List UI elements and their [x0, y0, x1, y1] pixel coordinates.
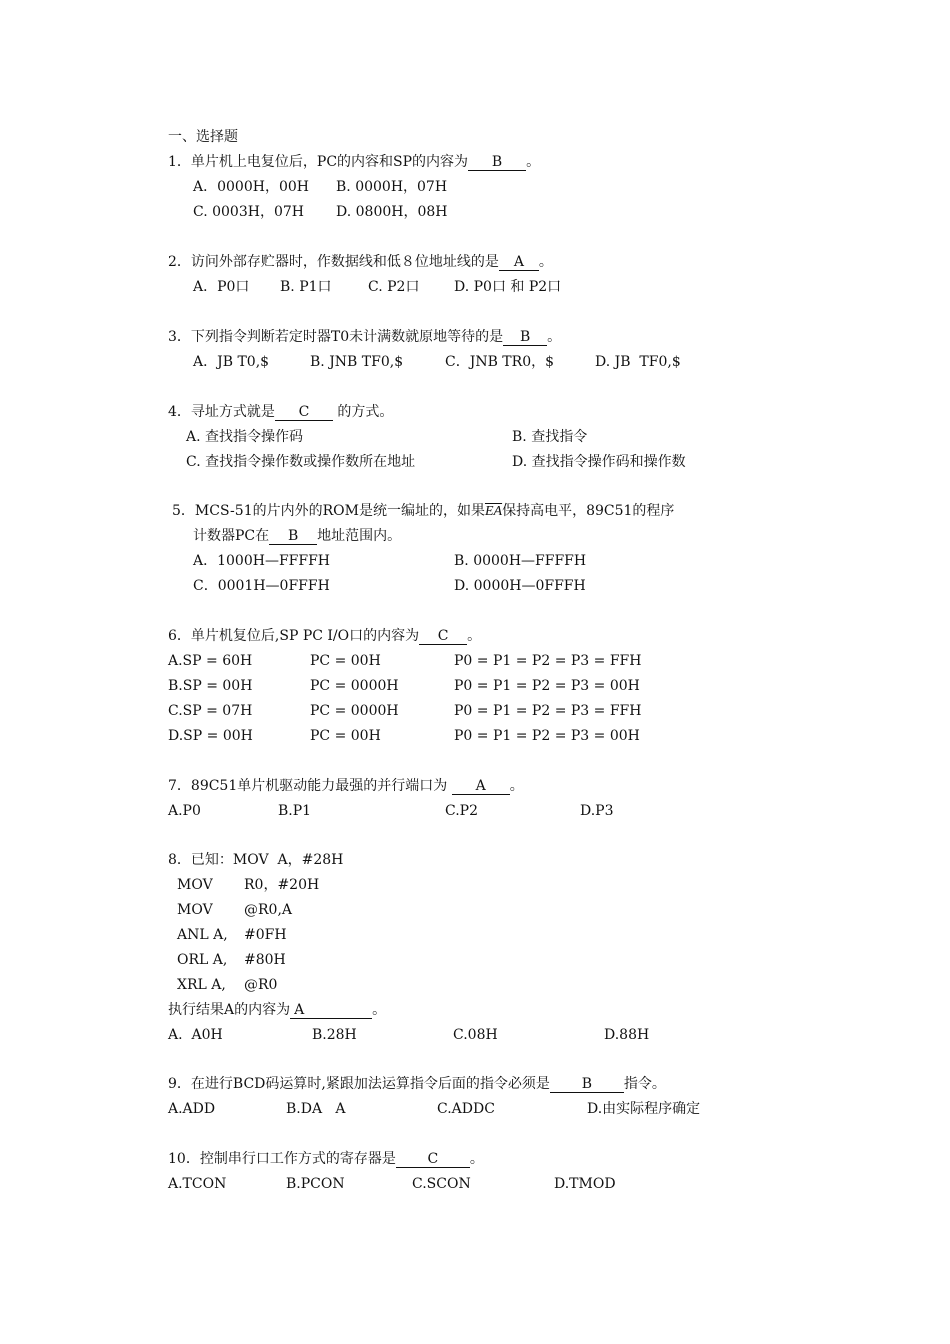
- question-5-stem: [172, 502, 674, 521]
- question-6-row-d-sp: D.SP = 00H: [168, 728, 253, 744]
- question-10-option-d: D.TMOD: [554, 1176, 616, 1192]
- question-7-text: 7．89C51单片机驱动能力最强的并行端口为: [168, 778, 452, 794]
- question-6-row-c-sp: C.SP = 07H: [168, 703, 253, 719]
- question-8-option-a: A. A0H: [168, 1027, 223, 1043]
- question-8-result: [168, 1001, 386, 1019]
- question-7-stem: [168, 777, 524, 795]
- question-9-punct: 指令。: [623, 1076, 666, 1092]
- question-6-row-c-pc: PC = 0000H: [310, 703, 399, 719]
- question-10-text: 10．控制串行口工作方式的寄存器是: [168, 1151, 396, 1167]
- question-6-text: 6．单片机复位后,SP PC I/O口的内容为: [168, 628, 420, 644]
- question-5-option-d: D. 0000H—0FFFH: [454, 578, 586, 594]
- question-6-row-a-pc: PC = 00H: [310, 653, 381, 669]
- code-line-3-args: #0FH: [244, 927, 287, 943]
- question-3-option-d: D. JB TF0,$: [595, 354, 681, 370]
- question-5-stem-line2: [193, 527, 401, 545]
- question-2-option-a: A．P0口: [193, 279, 250, 295]
- question-5-option-c: C．0001H—0FFFH: [193, 578, 330, 594]
- question-1-option-d: D. 0800H，08H: [336, 204, 448, 220]
- question-6-row-b-pc: PC = 0000H: [310, 678, 399, 694]
- question-9-text: 9．在进行BCD码运算时,紧跟加法运算指令后面的指令必须是: [168, 1076, 550, 1092]
- question-6-row-b-ports: P0 = P1 = P2 = P3 = 00H: [454, 678, 640, 694]
- question-10-option-a: A.TCON: [168, 1176, 227, 1192]
- code-line-4-args: #80H: [244, 952, 286, 968]
- question-10-answer: C: [396, 1151, 470, 1168]
- question-7-option-b: B.P1: [278, 803, 312, 819]
- question-6-punct: 。: [467, 628, 482, 644]
- question-10-option-c: C.SCON: [412, 1176, 471, 1192]
- question-3-option-c: C．JNB TR0，$: [445, 354, 555, 370]
- question-3-option-b: B. JNB TF0,$: [310, 354, 404, 370]
- section-title: 一、选择题: [168, 129, 238, 145]
- question-1-option-a: A．0000H，00H: [193, 179, 309, 195]
- question-8-stem: 8．已知：MOV A，#28H: [168, 852, 344, 868]
- question-4-punct: 的方式。: [332, 404, 394, 420]
- question-8-option-d: D.88H: [604, 1027, 650, 1043]
- question-2-option-d: D. P0口 和 P2口: [454, 279, 562, 295]
- question-8-option-b: B.28H: [312, 1027, 357, 1043]
- question-6-row-c-ports: P0 = P1 = P2 = P3 = FFH: [454, 703, 642, 719]
- code-line-1-op: MOV: [177, 877, 213, 893]
- question-9-option-c: C.ADDC: [437, 1101, 495, 1117]
- question-9-stem: [168, 1075, 666, 1093]
- question-7-option-a: A.P0: [168, 803, 201, 819]
- question-2-answer: A: [499, 254, 539, 271]
- code-line-2-args: @R0,A: [244, 902, 293, 918]
- question-3-answer: B: [503, 329, 547, 346]
- question-3-option-a: A．JB T0,$: [193, 354, 270, 370]
- code-line-1-args: R0，#20H: [244, 877, 320, 893]
- question-6-stem: [168, 627, 481, 645]
- code-line-4-op: ORL A,: [177, 952, 228, 968]
- question-4-option-c: C. 查找指令操作数或操作数所在地址: [186, 454, 416, 470]
- question-10-punct: 。: [469, 1151, 484, 1167]
- question-8-result-text: 执行结果A的内容为: [168, 1002, 291, 1018]
- code-line-3-op: ANL A,: [177, 927, 228, 943]
- question-8-punct: 。: [372, 1002, 387, 1018]
- question-7-answer: A: [452, 778, 510, 795]
- question-1-option-b: B. 0000H，07H: [336, 179, 448, 195]
- question-9-answer: B: [550, 1076, 624, 1093]
- question-10-stem: [168, 1150, 484, 1168]
- question-1-punct: 。: [526, 154, 541, 170]
- question-10-option-b: B.PCON: [286, 1176, 345, 1192]
- question-1-answer: B: [468, 154, 526, 171]
- question-4-text: 4．寻址方式就是: [168, 404, 275, 420]
- question-5-answer: B: [269, 528, 317, 545]
- question-4-option-a: A. 查找指令操作码: [186, 429, 304, 445]
- question-7-option-c: C.P2: [445, 803, 478, 819]
- question-6-row-a-ports: P0 = P1 = P2 = P3 = FFH: [454, 653, 642, 669]
- question-5-option-b: B. 0000H—FFFFH: [454, 553, 587, 569]
- code-line-5-op: XRL A,: [177, 977, 226, 993]
- question-3-text: 3．下列指令判断若定时器T0未计满数就原地等待的是: [168, 329, 504, 345]
- question-4-answer: C: [275, 404, 333, 421]
- question-6-row-a-sp: A.SP = 60H: [168, 653, 253, 669]
- code-line-5-args: @R0: [244, 977, 278, 993]
- question-1-stem: [168, 153, 540, 171]
- question-6-row-d-pc: PC = 00H: [310, 728, 381, 744]
- question-4-stem: [168, 403, 393, 421]
- question-8-option-c: C.08H: [453, 1027, 498, 1043]
- question-4-option-d: D. 查找指令操作码和操作数: [512, 454, 686, 470]
- question-9-option-b: B.DA A: [286, 1101, 346, 1117]
- question-2-text: 2．访问外部存贮器时，作数据线和低８位地址线的是: [168, 254, 499, 270]
- question-6-row-d-ports: P0 = P1 = P2 = P3 = 00H: [454, 728, 640, 744]
- question-4-option-b: B. 查找指令: [512, 429, 588, 445]
- question-5-option-a: A．1000H—FFFFH: [193, 553, 331, 569]
- code-line-2-op: MOV: [177, 902, 213, 918]
- question-2-option-c: C. P2口: [368, 279, 420, 295]
- question-9-option-d: D.由实际程序确定: [587, 1101, 701, 1117]
- question-1-option-c: C. 0003H，07H: [193, 204, 304, 220]
- question-6-answer: C: [419, 628, 467, 645]
- question-3-punct: 。: [547, 329, 562, 345]
- ea-signal-label: $\overline{EA}$: [484, 504, 503, 519]
- question-2-option-b: B. P1口: [280, 279, 332, 295]
- question-5-punct: 地址范围内。: [317, 528, 402, 544]
- question-2-stem: [168, 253, 553, 271]
- question-8-answer: A: [290, 1002, 372, 1019]
- question-5-text-cont: 保持高电平，89C51的程序: [502, 503, 675, 519]
- question-1-text: 1．单片机上电复位后，PC的内容和SP的内容为: [168, 154, 469, 170]
- question-5-text-line2: 计数器PC在: [193, 528, 270, 544]
- question-2-punct: 。: [538, 254, 553, 270]
- question-7-punct: 。: [509, 778, 524, 794]
- question-5-text: 5．MCS-51的片内外的ROM是统一编址的，如果: [172, 503, 485, 519]
- question-6-row-b-sp: B.SP = 00H: [168, 678, 253, 694]
- question-3-stem: [168, 328, 561, 346]
- question-9-option-a: A.ADD: [168, 1101, 216, 1117]
- question-7-option-d: D.P3: [580, 803, 614, 819]
